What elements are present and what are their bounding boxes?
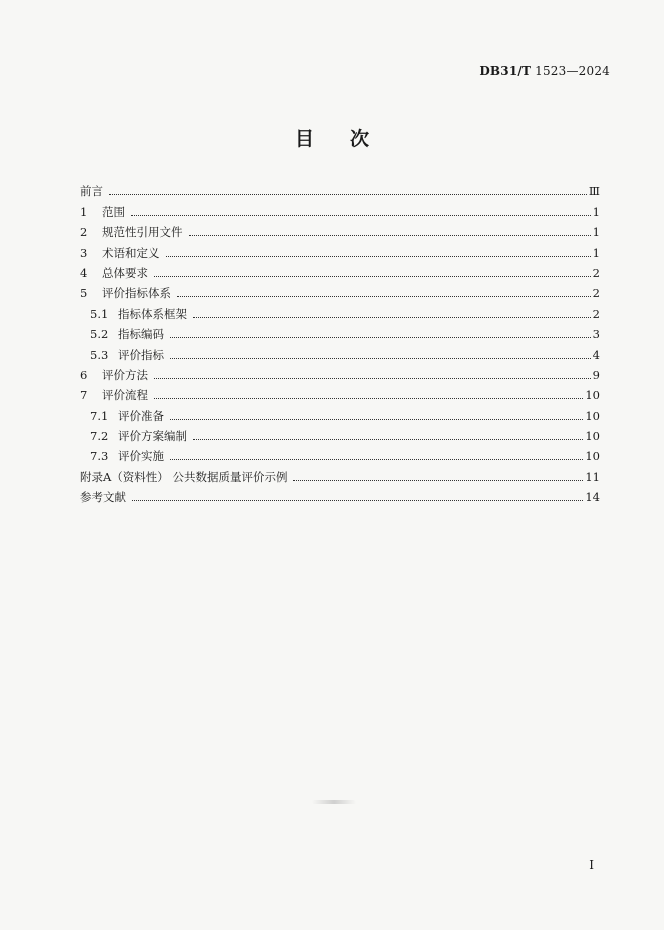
toc-entry-title: 总体要求	[102, 265, 148, 280]
standard-number: 1523—2024	[535, 64, 610, 78]
toc-entry-page: 2	[592, 306, 600, 321]
page-title: 目次	[294, 128, 405, 150]
toc-dot-leader	[177, 296, 591, 297]
toc-entry-number: 7.3	[90, 449, 109, 464]
toc-entry-title: 评价流程	[102, 388, 148, 403]
toc-entry-title: 指标体系框架	[118, 306, 187, 321]
toc-entry-page: 14	[585, 490, 600, 505]
toc-dot-leader	[193, 439, 583, 440]
toc-entry-title: 评价指标	[118, 347, 164, 362]
toc-entry-page: 10	[585, 429, 600, 444]
page-number: I	[589, 858, 594, 872]
toc-entry-title: 前言	[80, 184, 103, 199]
toc-entry-number: 6	[80, 367, 88, 382]
toc-entry-number: 7	[80, 388, 88, 403]
toc-entry[interactable]	[80, 382, 600, 402]
toc-entry-page: 3	[592, 327, 600, 342]
toc-entry[interactable]	[80, 463, 600, 483]
toc-entry-page: 9	[592, 367, 600, 382]
scan-artifact	[312, 800, 356, 804]
toc-entry-number: 2	[80, 225, 88, 240]
toc-entry[interactable]	[80, 321, 600, 341]
toc-entry-page: 11	[585, 469, 600, 484]
toc-dot-leader	[170, 419, 583, 420]
toc-dot-leader	[154, 378, 591, 379]
toc-dot-leader	[170, 358, 591, 359]
toc-entry-title: 评价实施	[118, 449, 164, 464]
toc-entry[interactable]	[80, 178, 600, 198]
toc-entry-page: 1	[592, 245, 600, 260]
toc-entry-number: 5.3	[90, 347, 109, 362]
toc-entry-number: 1	[80, 204, 88, 219]
toc-dot-leader	[166, 256, 591, 257]
toc-entry[interactable]	[80, 341, 600, 361]
toc-dot-leader	[154, 276, 591, 277]
toc-entry[interactable]	[80, 362, 600, 382]
toc-entry[interactable]	[80, 484, 600, 504]
standard-code	[479, 64, 610, 78]
toc-entry[interactable]	[80, 260, 600, 280]
toc-entry-number: 4	[80, 265, 88, 280]
toc-entry-title: 术语和定义	[102, 245, 160, 260]
toc-dot-leader	[109, 194, 587, 195]
toc-entry-page: 4	[592, 347, 600, 362]
toc-entry[interactable]	[80, 300, 600, 320]
toc-entry[interactable]	[80, 239, 600, 259]
toc-entry-number: 5	[80, 286, 88, 301]
toc-dot-leader	[189, 235, 591, 236]
toc-entry-title: 评价指标体系	[102, 286, 171, 301]
toc-dot-leader	[131, 215, 591, 216]
toc-dot-leader	[170, 337, 591, 338]
toc-entry-title: 评价准备	[118, 408, 164, 423]
toc-dot-leader	[293, 480, 583, 481]
toc-entry-page: Ⅲ	[588, 184, 600, 199]
toc-entry-title: 评价方法	[102, 367, 148, 382]
toc-dot-leader	[170, 459, 583, 460]
toc-entry-title: 规范性引用文件	[102, 225, 183, 240]
toc-entry-title: 参考文献	[80, 490, 126, 505]
toc-entry-number: 5.2	[90, 327, 109, 342]
toc-entry-title: 附录A（资料性） 公共数据质量评价示例	[80, 469, 288, 484]
toc-entry-number: 3	[80, 245, 88, 260]
toc-entry-page: 2	[592, 286, 600, 301]
toc-entry-number: 7.1	[90, 408, 109, 423]
toc-dot-leader	[154, 398, 583, 399]
toc-entry-number: 5.1	[90, 306, 109, 321]
toc-entry-page: 10	[585, 408, 600, 423]
toc-dot-leader	[193, 317, 591, 318]
toc-entry-page: 10	[585, 388, 600, 403]
toc-entry-number: 7.2	[90, 429, 109, 444]
toc-entry[interactable]	[80, 219, 600, 239]
toc-entry[interactable]	[80, 402, 600, 422]
toc-dot-leader	[132, 500, 583, 501]
toc-entry-page: 1	[592, 204, 600, 219]
toc-entry[interactable]	[80, 198, 600, 218]
toc-entry-page: 10	[585, 449, 600, 464]
toc-entry-title: 范围	[102, 204, 125, 219]
table-of-contents	[80, 178, 600, 504]
toc-entry[interactable]	[80, 423, 600, 443]
toc-entry[interactable]	[80, 443, 600, 463]
toc-entry[interactable]	[80, 280, 600, 300]
toc-entry-page: 1	[592, 225, 600, 240]
toc-entry-page: 2	[592, 265, 600, 280]
toc-entry-title: 评价方案编制	[118, 429, 187, 444]
toc-entry-title: 指标编码	[118, 327, 164, 342]
standard-prefix: DB31/T	[479, 64, 532, 78]
